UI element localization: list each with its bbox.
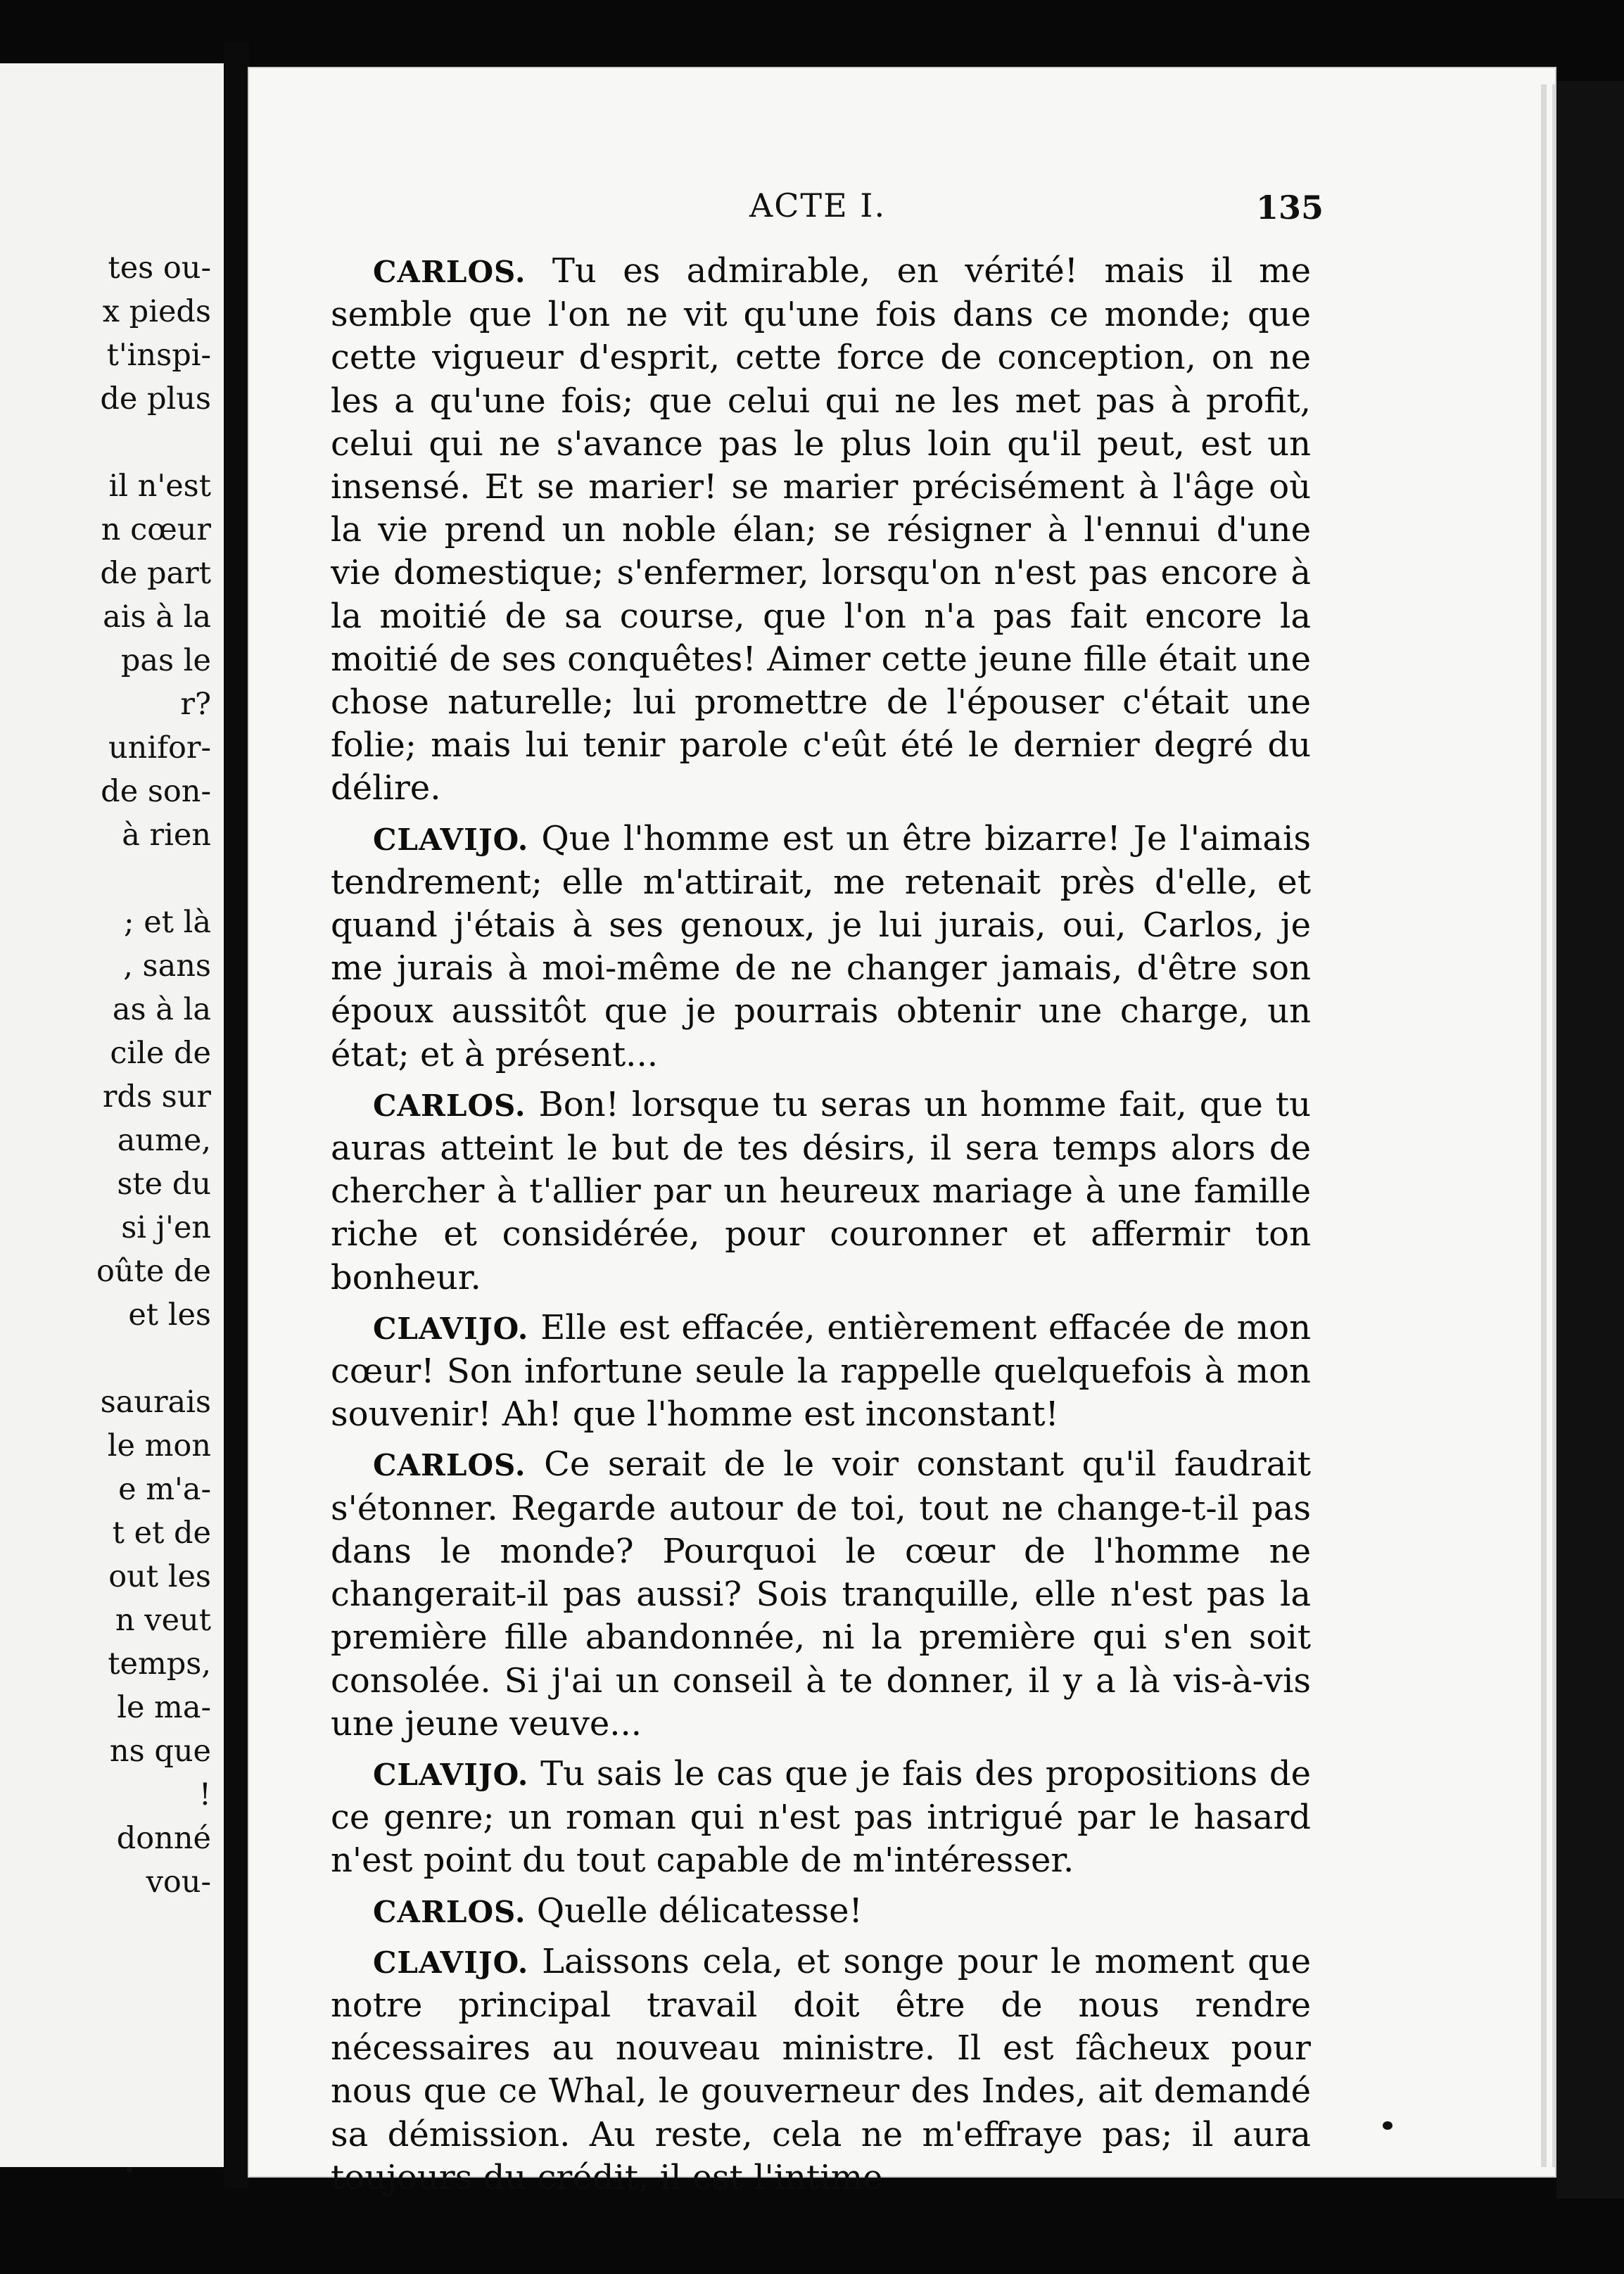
left-page-line: ; et là: [124, 905, 211, 940]
left-page-line: ns que: [109, 1734, 211, 1769]
speaker-name: CARLOS.: [373, 1088, 526, 1123]
left-page-line: as à la: [112, 992, 211, 1027]
left-page-line: t et de: [112, 1516, 211, 1551]
speech-text: Tu sais le cas que je fais des propositions de ce genre; un roman qui n'est pas intrigué par le hasard n'est point du tout capable de m'intéresser.: [331, 1753, 1311, 1881]
left-page-line: tes ou-: [108, 250, 211, 286]
speech-text: Quelle délicatesse!: [536, 1891, 863, 1931]
left-page-line: cile de: [110, 1036, 211, 1071]
left-page-line: e m'a-: [118, 1472, 211, 1507]
page-edge: [1541, 84, 1547, 2167]
speech-paragraph: [331, 1890, 1311, 1933]
left-page-line: si j'en: [121, 1210, 211, 1245]
speaker-name: CARLOS.: [373, 1448, 526, 1483]
running-head: ACTE I.: [749, 186, 887, 224]
ink-speck: [127, 2167, 132, 2173]
left-page-line: à rien: [122, 818, 211, 853]
main-text: [331, 250, 1311, 2199]
speech-text: Bon! lorsque tu seras un homme fait, que tu auras atteint le but de tes désirs, il sera temps alors de chercher à t'allier par un heureux mariage à une famille riche et considérée, pour couronner et affermir ton bonheur.: [331, 1084, 1312, 1297]
left-page-line: n veut: [115, 1603, 211, 1638]
speaker-name: CLAVIJO.: [373, 1757, 529, 1792]
left-page-line: ste du: [117, 1167, 211, 1202]
left-page-line: n cœur: [101, 512, 211, 547]
right-background: [1556, 81, 1624, 2199]
left-page-line: de part: [100, 556, 211, 591]
speaker-name: CARLOS.: [373, 255, 526, 289]
speech-paragraph: [331, 1753, 1311, 1883]
left-page-line: le mon: [107, 1428, 211, 1463]
left-page-line: oûte de: [96, 1254, 211, 1289]
speaker-name: CLAVIJO.: [373, 1945, 529, 1980]
left-page-line: rds sur: [102, 1079, 211, 1114]
speaker-name: CARLOS.: [373, 1894, 526, 1929]
left-page-line: et les: [128, 1297, 211, 1333]
page-edge: [1552, 84, 1555, 2167]
left-page-line: saurais: [100, 1385, 211, 1420]
speech-paragraph: [331, 818, 1311, 1076]
left-page-line: de plus: [100, 381, 211, 417]
left-page-line: ais à la: [103, 599, 211, 635]
left-page-line: t'inspi-: [106, 338, 211, 373]
left-page-line: , sans: [123, 948, 211, 984]
speech-text: Ce serait de le voir constant qu'il faudrait s'étonner. Regarde autour de toi, tout ne change-t-il pas dans le monde? Pourquoi le cœur de l'homme ne changerait-il pas aussi? Sois tranquille, elle n'est pas la première fille abandonnée, ni la première qui s'en soit consolée. Si j'ai un conseil à te donner, il y a là vis-à-vis une jeune veuve...: [331, 1444, 1311, 1743]
left-page-line: aume,: [117, 1123, 211, 1158]
left-page-line: unifor-: [108, 730, 211, 766]
left-page-line: vou-: [146, 1865, 211, 1900]
speech-text: Que l'homme est un être bizarre! Je l'aimais tendrement; elle m'attirait, me retenait près d'elle, et quand j'étais à ses genoux, je lui jurais, oui, Carlos, je me jurais à moi-même de ne changer jamais, d'être son époux aussitôt que je pourrais obtenir une charge, un état; et à présent...: [331, 818, 1311, 1074]
speech-paragraph: [331, 1443, 1311, 1745]
speech-text: Elle est effacée, entièrement effacée de mon cœur! Son infortune seule la rappelle quelquefois à mon souvenir! Ah! que l'homme est inconstant!: [331, 1307, 1311, 1435]
speech-text: Tu es admirable, en vérité! mais il me semble que l'on ne vit qu'une fois dans ce monde; que cette vigueur d'esprit, cette force de conception, on ne les a qu'une fois; que celui qui ne les met pas à profit, celui qui ne s'avance pas le plus loin qu'il peut, est un insensé. Et se marier! se marier précisément à l'âge où la vie prend un noble élan; se résigner à l'ennui d'une vie domestique; s'enfermer, lorsqu'on n'est pas encore à la moitié de sa course, que l'on n'a pas fait encore la moitié de ses conquêtes! Aimer cette jeune fille était une chose naturelle; lui promettre de l'épouser c'était une folie; mais lui tenir parole c'eût été le dernier degré du délire.: [331, 251, 1312, 808]
left-page-line: le ma-: [117, 1690, 211, 1725]
ink-speck: [1383, 2121, 1393, 2130]
book-spine: [224, 42, 249, 2188]
speech-paragraph: [331, 1307, 1311, 1437]
left-page-line: x pieds: [102, 294, 211, 329]
left-page-line: out les: [108, 1559, 211, 1594]
speech-paragraph: [331, 1084, 1311, 1300]
page-number: 135: [1256, 189, 1324, 227]
left-page-line: pas le: [120, 643, 211, 678]
left-page-line: !: [198, 1777, 211, 1812]
left-page-line: donné: [116, 1821, 211, 1856]
speaker-name: CLAVIJO.: [373, 1311, 529, 1346]
left-page-line: il n'est: [108, 469, 211, 504]
left-page-line: de son-: [101, 774, 211, 809]
left-page-line: temps,: [108, 1646, 211, 1682]
speaker-name: CLAVIJO.: [373, 822, 529, 857]
speech-paragraph: [331, 250, 1311, 811]
left-page-fragment: [0, 63, 231, 2167]
left-page-line: r?: [180, 687, 211, 722]
speech-text: Laissons cela, et songe pour le moment que notre principal travail doit être de nous rendre nécessaires au nouveau ministre. Il est fâcheux pour nous que ce Whal, le gouverneur des Indes, ait demandé sa démission. Au reste, cela ne m'effraye pas; il aura toujours du crédit, il est l'intime: [331, 1941, 1311, 2197]
speech-paragraph: [331, 1940, 1311, 2199]
